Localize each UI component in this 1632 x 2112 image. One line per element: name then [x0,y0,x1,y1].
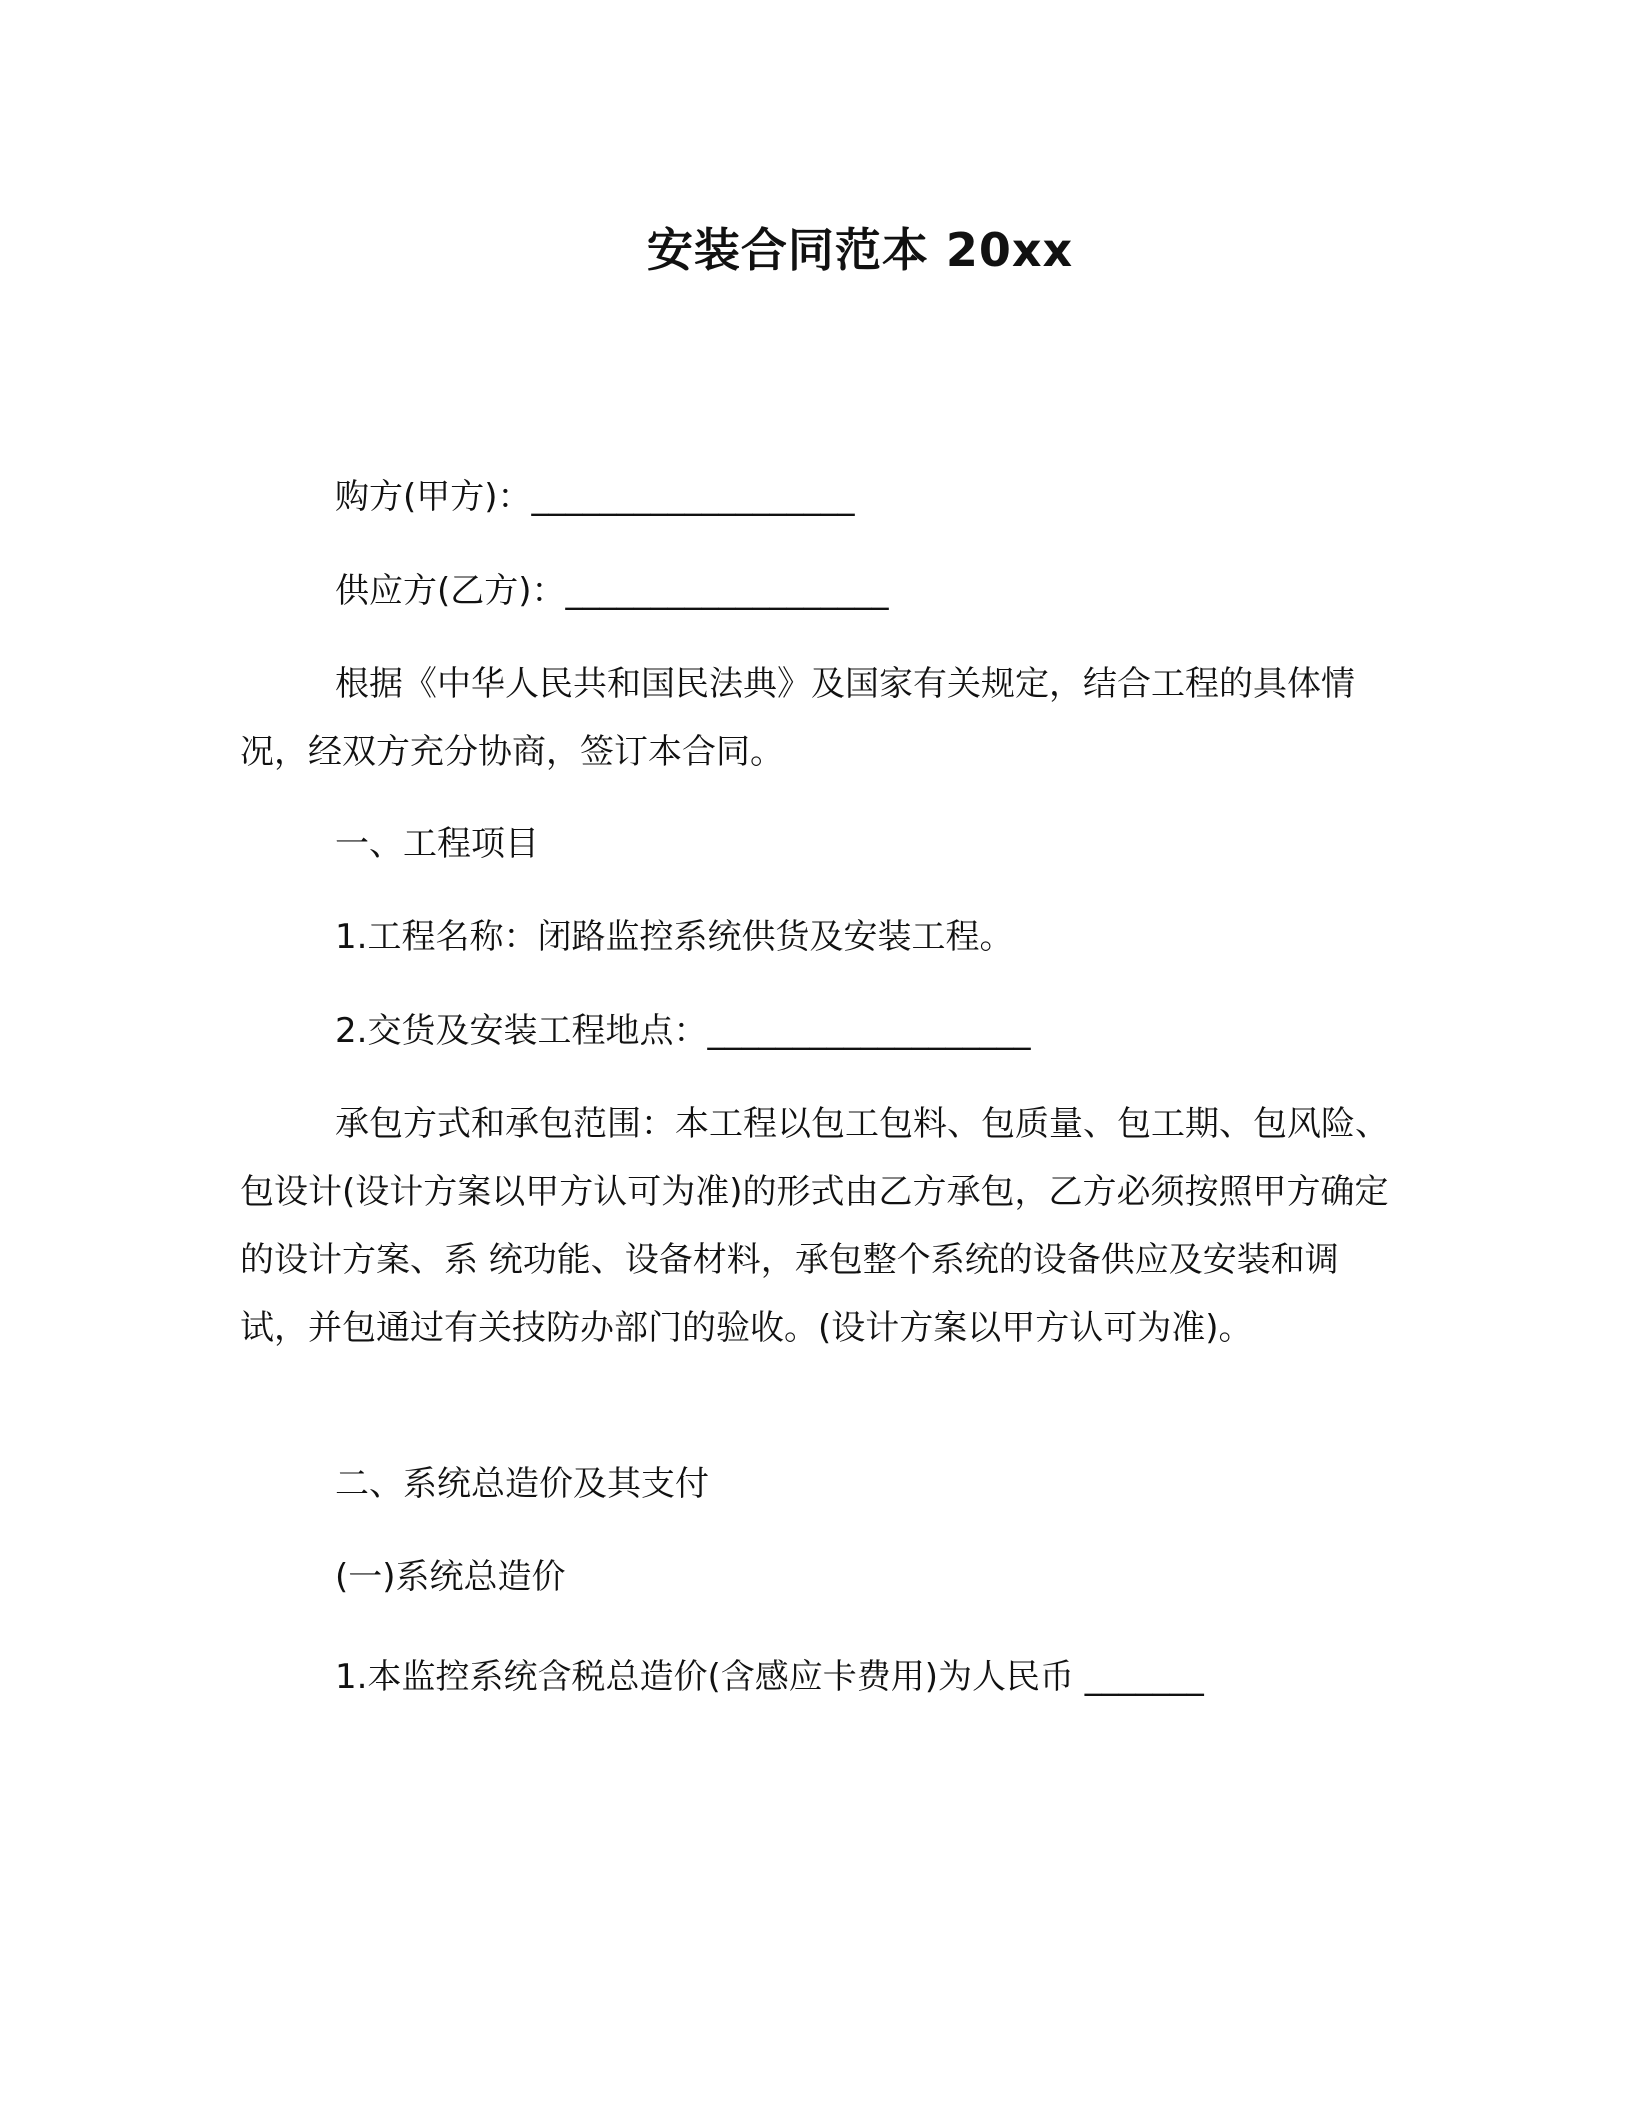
item1-project-name: 1.工程名称：闭路监控系统供货及安装工程。 [335,917,1014,957]
item2-location: 2.交货及安装工程地点：___________________ [335,1011,1031,1051]
section2-heading: 二、系统总造价及其支付 [335,1464,709,1504]
section1-heading: 一、工程项目 [335,824,539,864]
intro-paragraph: 根据《中华人民共和国民法典》及国家有关规定，结合工程的具体情况，经双方充分协商，签订本合同。 [240,664,1355,772]
subsection1-heading: (一)系统总造价 [335,1557,566,1597]
buyer-line: 购方(甲方)：___________________ [335,477,855,517]
supplier-line: 供应方(乙方)：___________________ [335,571,889,611]
total-price-line: 1.本监控系统含税总造价(含感应卡费用)为人民币 _______ [335,1657,1204,1697]
scope-paragraph: 承包方式和承包范围：本工程以包工包料、包质量、包工期、包风险、包设计(设计方案以甲方认可为准)的形式由乙方承包，乙方必须按照甲方确定的设计方案、系 统功能、设备材料，承包整个系统的设备供应及安装和调试，并包通过有关技防办部门的验收。(设计方案以甲方认可为准)。 [240,1104,1389,1348]
document-title: 安装合同范本 20xx [646,223,1074,277]
